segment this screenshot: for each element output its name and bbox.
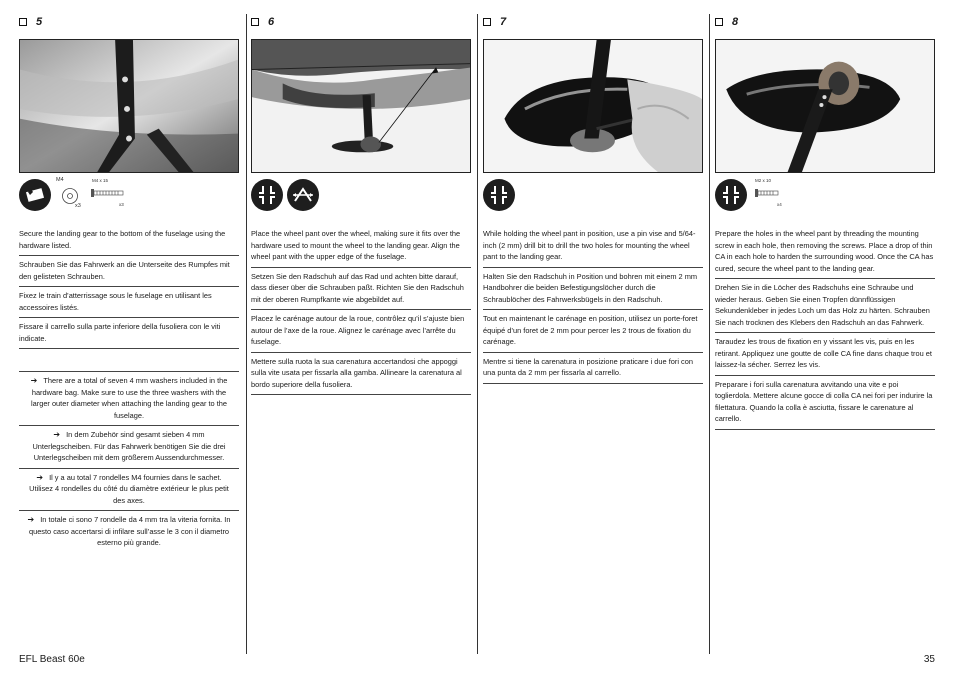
instruction-de: Halten Sie den Radschuh in Position und bohren mit einem 2 mm Handbohrer die beiden Befestigungslöcher durch die Schraublöcher des Fahrwerksbügels in den Radschuh. (483, 268, 703, 311)
screw-qty: x4 (777, 202, 782, 207)
hex-wrench-icon (19, 179, 51, 211)
note-text: In dem Zubehör sind gesamt sieben 4 mm Unterlegscheiben. Für das Fahrwerk benötigen Sie die drei Unterlegscheiben mit dem größerem Aussendurchmesser. (32, 430, 226, 462)
checkbox-icon[interactable] (19, 18, 27, 26)
note-it (19, 511, 239, 553)
screw-icon (755, 188, 781, 198)
note-de (19, 426, 239, 469)
checkbox-icon[interactable] (251, 18, 259, 26)
step-6 (251, 14, 471, 395)
step-number: 6 (268, 16, 275, 28)
instruction-it: Mentre si tiene la carenatura in posizione praticare i due fori con una punta da 2 mm per fissarla al carrello. (483, 353, 703, 384)
arrow-icon: ➔ (53, 430, 61, 439)
step-photo (19, 39, 239, 173)
align-icon (251, 179, 283, 211)
instruction-fr: Taraudez les trous de fixation en y vissant les vis, puis en les retirant. Appliquez une goutte de colle CA fine dans chaque trou et laissez-la sécher. Serrez les vis. (715, 333, 935, 376)
arrow-icon: ➔ (27, 515, 35, 524)
column-divider (246, 14, 247, 654)
arrow-icon: ➔ (36, 472, 44, 482)
instruction-fr: Tout en maintenant le carénage en position, utilisez un porte-foret équipé d’un foret de 2 mm pour percer les 2 trous de fixation du carénage. (483, 310, 703, 353)
column-divider (477, 14, 478, 654)
instruction-de: Setzen Sie den Radschuh auf das Rad und achten bitte darauf, dass dieser über die Schrauben paßt. Richten Sie den Radschuh mit der oberen Rumpfkante wie abgebildet auf. (251, 268, 471, 311)
instruction-fr: Placez le carénage autour de la roue, contrôlez qu’il s’ajuste bien autour de l’axe de la roue. Alignez le carénage avec l’arrête du fuselage. (251, 310, 471, 353)
step-photo (715, 39, 935, 173)
screw-label: M2 x 10 (755, 178, 772, 183)
note-fr (19, 469, 239, 512)
instruction-it: Mettere sulla ruota la sua carenatura accertandosi che appoggi sulla vite usata per fissarla alla gamba. Allineare la carenatura al bordo superiore della fusoliera. (251, 353, 471, 396)
instruction-it: Preparare i fori sulla carenatura avvitando una vite e poi toglierdola. Mettere alcune gocce di colla CA nei fori per indurire la filettatura. Quando la colla è asciutta, fissare le carenature al carrello. (715, 376, 935, 430)
step-header (483, 14, 703, 30)
footer-product: EFL Beast 60e (19, 654, 85, 665)
measure-icon (287, 179, 319, 211)
note-text: In totale ci sono 7 rondelle da 4 mm tra la viteria fornita. In questo caso accertarsi di infilare sull’asse le 3 con il diametro esterno più grande. (28, 515, 231, 547)
instruction-en: Prepare the holes in the wheel pant by threading the mounting screw in each hole, then removing the screws. Place a drop of thin CA in each hole to harden the surrounding wood. Once the CA has cured, secure the wheel pant to the landing gear. (715, 225, 935, 279)
step-header (715, 14, 935, 30)
align-icon (483, 179, 515, 211)
instruction-en: Secure the landing gear to the bottom of the fuselage using the hardware listed. (19, 225, 239, 256)
step-7 (483, 14, 703, 384)
instruction-it: Fissare il carrello sulla parte inferiore della fusoliera con le viti indicate. (19, 318, 239, 349)
align-icon (715, 179, 747, 211)
washer-part (55, 179, 85, 213)
step-number: 8 (732, 16, 739, 28)
page-number: 35 (923, 654, 935, 665)
screw-part (89, 179, 129, 213)
screw-label: M4 x 15 (92, 178, 109, 183)
step-5 (19, 14, 239, 553)
washer-label: M4 (56, 177, 64, 183)
step-header (251, 14, 471, 30)
step-8 (715, 14, 935, 430)
step-photo (251, 39, 471, 173)
instruction-en: While holding the wheel pant in position, use a pin vise and 5/64-inch (2 mm) drill bit to drill the two holes for mounting the wheel pant to the landing gear. (483, 225, 703, 268)
screw-icon (91, 188, 125, 198)
hardware-icons (715, 179, 935, 219)
step-number: 7 (500, 16, 507, 28)
step-photo (483, 39, 703, 173)
column-divider (709, 14, 710, 654)
arrow-icon: ➔ (30, 376, 38, 385)
note-en (19, 371, 239, 426)
note-text: There are a total of seven 4 mm washers included in the hardware bag. Make sure to use the three washers with the larger outer diameter when attaching the landing gear to the fuselage. (31, 376, 228, 420)
step-number: 5 (36, 16, 43, 28)
tool-icons (251, 179, 471, 219)
step-header (19, 14, 239, 30)
screw-qty: x3 (119, 202, 124, 207)
washer-qty: x3 (75, 203, 81, 209)
instruction-de: Drehen Sie in die Löcher des Radschuhs eine Schraube und wieder heraus. Geben Sie einen Tropfen dünnflüssigen Sekundenkleber in jedes Loch um das Holz zu härten. Schrauben Sie nach trocknen des Klebers den Radschuh an das Fahrwerk. (715, 279, 935, 333)
instruction-fr: Fixez le train d’atterrissage sous le fuselage en utilisant les accessoires listés. (19, 287, 239, 318)
instruction-de: Schrauben Sie das Fahrwerk an die Unterseite des Rumpfes mit den gelisteten Schrauben. (19, 256, 239, 287)
note-text: Il y a au total 7 rondelles M4 fournies dans le sachet. Utilisez 4 rondelles du côté du diamètre extérieur le plus petit des axes. (29, 472, 229, 505)
instruction-en: Place the wheel pant over the wheel, making sure it fits over the hardware used to mount the wheel to the landing gear. Align the wheel pant with the upper edge of the fuselage. (251, 225, 471, 268)
checkbox-icon[interactable] (715, 18, 723, 26)
checkbox-icon[interactable] (483, 18, 491, 26)
screw-part (751, 179, 791, 213)
hardware-icons (19, 179, 239, 219)
tool-icons (483, 179, 703, 219)
